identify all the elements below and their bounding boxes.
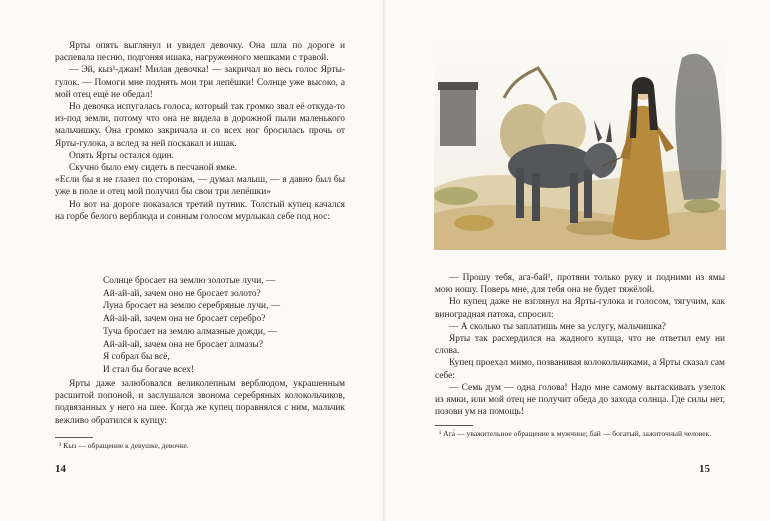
poem-line: Туча бросает на землю алмазные дожди, — <box>103 326 277 337</box>
paragraph: «Если бы я не глазел по сторонам, — думал малыш, — я давно был бы уже в поле и отец мой получил бы свои три лепёшки» <box>55 175 345 198</box>
paragraph: — Семь дум — одна голова! Надо мне самому вытаскивать узелок из ямки, или мой отец не получит обеда до захода солнца. Где силы нет, позови ум на помощь! <box>435 382 725 418</box>
right-page <box>386 0 770 521</box>
paragraph: Но купец даже не взглянул на Ярты-гулока и голосом, тягучим, как виноградная патока, спросил: <box>435 297 725 320</box>
poem-line: Ай-ай-ай, зачем она не бросает алмазы? <box>103 339 263 350</box>
footnote-rule <box>435 425 473 426</box>
paragraph: Опять Ярты остался один. <box>69 150 174 161</box>
illustration-girl-with-donkey <box>434 38 726 250</box>
footnote: ¹ Кыз — обращение к девушке, девочке. <box>59 441 189 450</box>
paragraph: Купец проехал мимо, позванивая колокольчиками, а Ярты сказал сам себе: <box>435 358 725 381</box>
footnote-rule <box>55 437 93 438</box>
paragraph: — А сколько ты заплатишь мне за услугу, мальчишка? <box>449 321 666 332</box>
right-main-text <box>435 272 725 418</box>
left-page <box>0 0 384 521</box>
poem-line: Я собрал бы всё, <box>103 352 170 363</box>
paragraph: Ярты так расхердился на жадного купца, что не ответил ему ни слова. <box>435 334 725 357</box>
poem-line: Ай-ай-ай, зачем оно не бросает золото? <box>103 288 261 299</box>
poem <box>103 275 323 377</box>
paragraph: Ярты даже залюбовался великолепным верблюдом, украшенным расшитой попоной, и заслушался звонома серебряных колокольчиков, подвязанных у него на шее. Когда же купец поравнялся с ним, мальчик вежливо обратился к купцу: <box>55 379 345 426</box>
paragraph: Но вот на дороге показался третий путник. Толстый купец качался на горбе белого верблюда и сонным голосом мурлыкал себе под нос: <box>55 199 345 222</box>
poem-line: Луна бросает на землю серебряные лучи, — <box>103 301 281 312</box>
poem-line: Солнце бросает на землю золотые лучи, — <box>103 276 276 286</box>
footnote: ¹ Ага́ — уважительное обращение к мужчине; бай — богатый, зажиточный человек. <box>439 429 712 438</box>
page-number: 14 <box>55 463 66 475</box>
page-number: 15 <box>699 463 710 475</box>
poem-line: И стал бы богаче всех! <box>103 364 194 375</box>
paragraph: — Прошу тебя, ага-бай¹, протяни только руку и подними из ямы мою ношу. Поверь мне, для тебя она не будет тяжёлой. <box>435 273 725 296</box>
poem-line: Ай-ай-ай, зачем она не бросает серебро? <box>103 314 266 325</box>
paragraph: Ярты опять выглянул и увидел девочку. Она шла по дороге и распевала песню, подгоняя ишака, нагруженного мешками с травой. <box>55 41 345 64</box>
paragraph: Но девочка испугалась голоса, который так громко звал её откуда-то из-под земли, потому что она не видела в дорожной пыли маленького мальчишку. Она громко закричала и со всех ног бросилась прочь от Ярты-гулока, а вслед за ней поскакал и ишак. <box>55 102 345 149</box>
left-after-poem-text <box>55 378 345 427</box>
paragraph: — Эй, кыз¹-джан! Милая девочка! — закричал во весь голос Ярты-гулок. — Помоги мне поднять мои три лепёшки! Солнце уже высоко, а мой отец ещё не обедал! <box>55 65 345 100</box>
left-main-text <box>55 40 345 223</box>
paragraph: Скучно было ему сидеть в песчаной ямке. <box>69 163 238 174</box>
